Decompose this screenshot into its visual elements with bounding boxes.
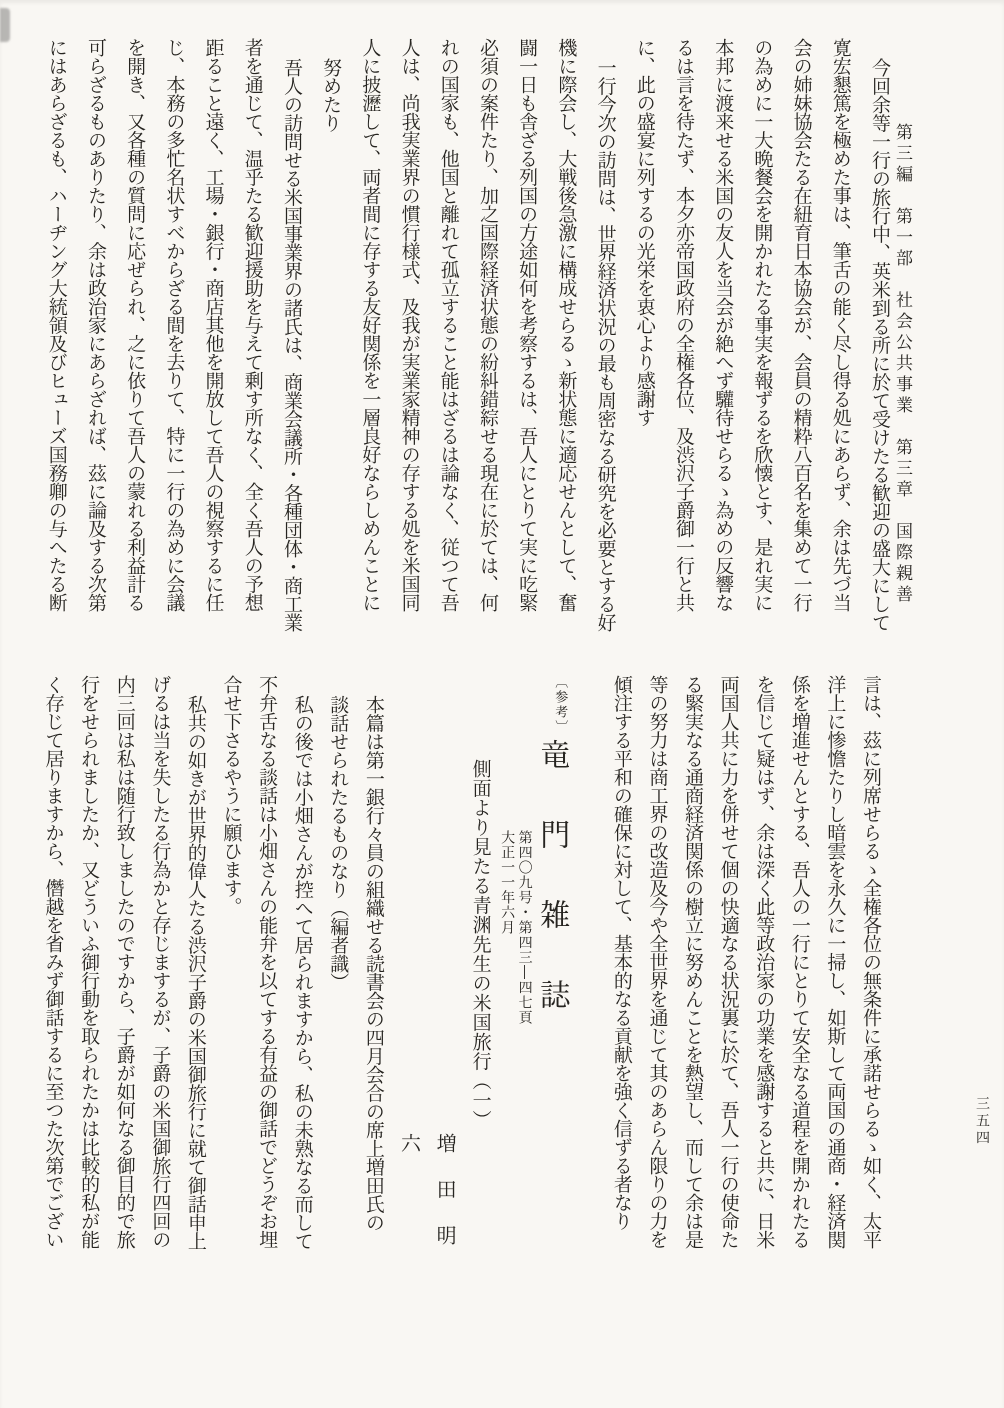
text-column: 一行今次の訪問は、世界経済状況の最も周密なる研究を必要とする好: [594, 58, 617, 632]
text-column: の為めに一大晩餐会を開かれたる事実を報ずるを欣懐とす、是れ実に: [751, 38, 774, 612]
text-column: 寛宏懇篤を極めた事は、筆舌の能く尽し得る処にあらず、余は先づ当: [829, 38, 852, 612]
text-column: 人は、尚我実業界の慣行様式、及我が実業家精神の存する処を米国同: [398, 38, 421, 612]
text-column: 距ること遠く、工場・銀行・商店其他を開放して吾人の視察するに任: [202, 38, 225, 612]
text-column: 私の後では小畑さんが控へて居られますから、私の未熟なる而して: [291, 695, 314, 1250]
text-column: 機に際会し、大戦後急激に構成せらるゝ新状態に適応せんとして、奮: [555, 38, 578, 612]
text-column: 会の姉妹協会たる在紐育日本協会が、会員の精粋八百名を集めて一行: [790, 38, 813, 612]
running-header: 第三編 第一部 社会公共事業 第三章 国際親善: [892, 123, 912, 606]
text-column: げるは当を失したる行為かと存じまするが、子爵の米国御旅行四回の: [149, 675, 172, 1249]
reference-article-block: [35, 675, 888, 1305]
text-column: を開き、又各種の質問に応ぜられ、之に依りて吾人の蒙れる利益計る: [124, 38, 147, 612]
text-column: るは言を待たず、本夕亦帝国政府の全権各位、及渋沢子爵御一行と共: [672, 38, 695, 612]
article-subtitle: 側面より見たる青渊先生の米国旅行（一）: [469, 759, 492, 1130]
reference-label: 〔参考〕: [552, 675, 568, 735]
quoted-letter-block: [37, 38, 899, 656]
column-gap: [569, 675, 603, 1305]
text-column: 談話せられたるものなり（編者識）: [327, 695, 350, 991]
magazine-title: 竜門雑誌: [534, 739, 570, 1059]
text-column: 可らざるものありたり、余は政治家にあらざれば、茲に論及する次第: [84, 38, 107, 612]
text-column: 吾人の訪問せる米国事業界の諸氏は、商業会議所・各種団体・商工業: [280, 58, 303, 632]
text-column: 言は、茲に列席せらるゝ全権各位の無条件に承諾せらるゝ如く、太平: [860, 675, 882, 1249]
text-column: 合せ下さるやうに願ひます。: [220, 675, 243, 916]
text-column: く存じて居りますから、僭越を省みず御話するに至つた次第でござい: [42, 675, 65, 1249]
text-column: 行をせられましたか、又どういふ御行動を取られたかは比較的私が能: [78, 675, 101, 1249]
text-column: を信じて疑はず、余は深く此等政治家の功業を感謝すると共に、日米: [753, 675, 776, 1249]
text-column: 本邦に渡来せる米国の友人を当会が絶へず驩待せらるゝ為めの反響な: [712, 38, 735, 612]
text-column: 私共の如きが世界的偉人たる渋沢子爵の米国御旅行に就て御話申上: [184, 695, 207, 1250]
author-name: 増田明六: [397, 1133, 458, 1271]
text-column: 闘一日も舎ざる列国の方途如何を考察するは、吾人にとりて実に吃緊: [516, 38, 539, 612]
text-column: 必須の案件たり、加之国際経済状態の紛糾錯綜せる現在に於ては、何: [476, 38, 499, 612]
text-column: る緊実なる通商経済関係の樹立に努めんことを熱望し、而して余は是: [682, 675, 705, 1249]
page-number: 三五四: [974, 1096, 990, 1147]
issue-number: 第四〇九号・第四三―四七頁: [516, 830, 533, 1025]
text-column: 者を通じて、温乎たる歓迎援助を与えて剰す所なく、全く吾人の予想: [241, 38, 264, 612]
text-column: 不弁舌なる談話は小畑さんの能弁を以てする有益の御話でどうぞお埋: [256, 675, 279, 1249]
text-column: 傾注する平和の確保に対して、基本的なる貢献を強く信ずる者なり: [610, 675, 633, 1230]
text-column: 洋上に惨憺たりし暗雲を永久に一掃し、如斯して両国の通商・経済関: [824, 675, 847, 1249]
text-column: 内三回は私は随行致しましたのですから、子爵が如何なる御目的で旅: [113, 675, 136, 1249]
text-column: じ、本務の多忙名状すべからざる間を去りて、特に一行の為めに会議: [163, 38, 186, 612]
text-column: に、此の盛宴に列するの光栄を衷心より感謝す: [633, 38, 656, 427]
issue-date: 大正一一年六月: [499, 830, 516, 935]
text-column: 等の努力は商工界の改造及今や全世界を通じて其のあらん限りの力を: [646, 675, 669, 1249]
scan-artifact: [0, 8, 10, 42]
reference-heading: [533, 675, 570, 1305]
text-column: 本篇は第一銀行々員の組織せる読書会の四月会合の席上増田氏の: [362, 695, 385, 1232]
text-column: にはあらざるも、ハーヂング大統領及びヒューズ国務卿の与へたる断: [45, 38, 68, 612]
text-column: 両国人共に力を併せて個の快適なる状況裏に於て、吾人一行の使命た: [717, 675, 740, 1249]
text-column: 努めたり: [320, 58, 343, 132]
text-column: れの国家も、他国と離れて孤立すること能はざるは論なく、従つて吾: [437, 38, 460, 612]
text-column: 人に披瀝して、両者間に存する友好関係を一層良好ならしめんことに: [359, 38, 382, 612]
issue-info: [498, 675, 533, 1305]
text-column: 今回余等一行の旅行中、英米到る所に於て受けたる歓迎の盛大にして: [869, 58, 891, 632]
text-column: 係を増進せんとする、吾人の一行にとりて安全なる道程を開かれたる: [788, 675, 811, 1249]
